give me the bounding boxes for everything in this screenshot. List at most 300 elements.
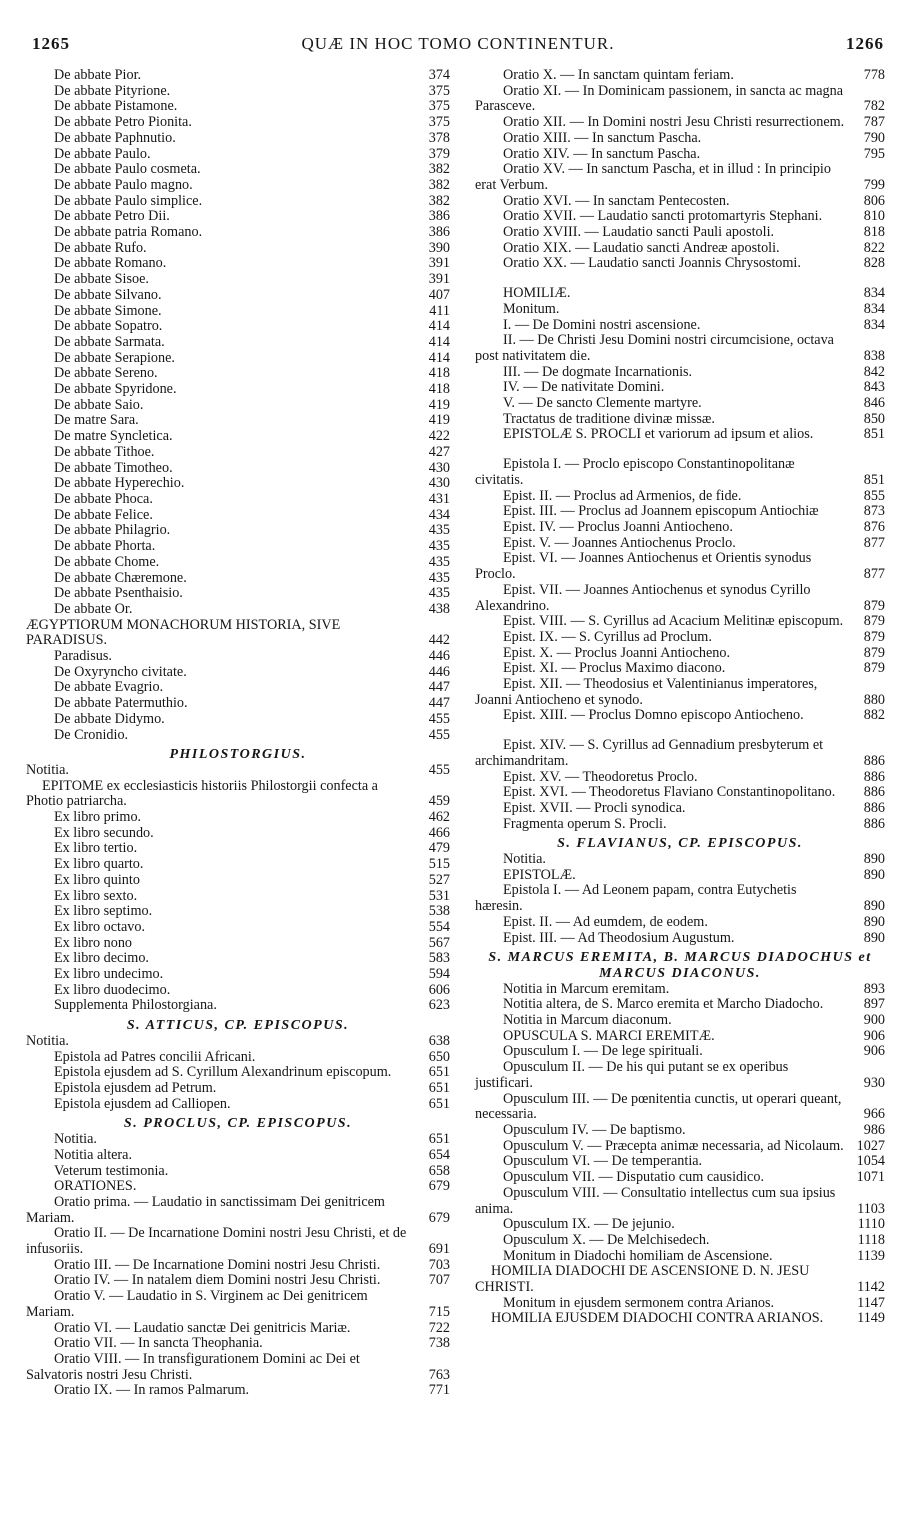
entry-title: Ex libro octavo. bbox=[54, 918, 146, 935]
toc-entry bbox=[26, 998, 450, 1014]
toc-entry bbox=[26, 288, 450, 304]
toc-entry bbox=[26, 649, 450, 665]
toc-entry bbox=[26, 983, 450, 999]
toc-entry bbox=[26, 539, 450, 555]
entry-page-number: 479 bbox=[428, 840, 450, 857]
page-number-left: 1265 bbox=[32, 34, 70, 53]
entry-title: Ex libro nono bbox=[54, 934, 133, 951]
left-column bbox=[26, 68, 450, 1399]
entry-page-number: 897 bbox=[863, 996, 885, 1013]
toc-entry bbox=[475, 817, 885, 833]
entry-title: Ex libro septimo. bbox=[54, 903, 153, 920]
toc-entry bbox=[26, 319, 450, 335]
toc-entry bbox=[26, 492, 450, 508]
toc-entry bbox=[475, 770, 885, 786]
toc-entry bbox=[475, 708, 885, 724]
entry-page-number: 379 bbox=[428, 145, 450, 162]
entry-title: De abbate Saio. bbox=[54, 396, 144, 413]
entry-title: Epist. V. — Joannes Antiochenus Proclo. bbox=[503, 534, 736, 551]
toc-entry bbox=[475, 738, 885, 769]
toc-entry bbox=[26, 1081, 450, 1097]
entry-title: HOMILIA EJUSDEM DIADOCHI CONTRA ARIANOS. bbox=[491, 1310, 824, 1327]
entry-page-number: 886 bbox=[863, 768, 885, 785]
entry-page-number: 738 bbox=[428, 1335, 450, 1352]
toc-entry bbox=[26, 1179, 450, 1195]
toc-entry bbox=[26, 1273, 450, 1289]
toc-entry bbox=[475, 520, 885, 536]
page-header bbox=[32, 34, 884, 58]
entry-title: ÆGYPTIORUM MONACHORUM HISTORIA, SIVE PARADISUS. bbox=[26, 616, 341, 649]
toc-entry bbox=[26, 272, 450, 288]
entry-page-number: 879 bbox=[863, 660, 885, 677]
entry-page-number: 1139 bbox=[857, 1247, 885, 1264]
toc-entry bbox=[26, 131, 450, 147]
toc-entry bbox=[26, 728, 450, 744]
entry-page-number: 890 bbox=[863, 851, 885, 868]
toc-entry bbox=[26, 1148, 450, 1164]
entry-page-number: 906 bbox=[863, 1027, 885, 1044]
entry-page-number: 594 bbox=[428, 966, 450, 983]
toc-entry bbox=[26, 461, 450, 477]
toc-entry bbox=[475, 333, 885, 364]
entry-title: Opusculum IV. — De baptismo. bbox=[503, 1122, 686, 1138]
entry-page-number: 606 bbox=[428, 981, 450, 998]
toc-entry bbox=[475, 256, 885, 272]
entry-page-number: 455 bbox=[428, 710, 450, 727]
entry-title: Opusculum IX. — De jejunio. bbox=[503, 1216, 675, 1233]
entry-page-number: 382 bbox=[428, 176, 450, 193]
entry-page-number: 855 bbox=[863, 487, 885, 504]
entry-page-number: 411 bbox=[429, 302, 450, 319]
entry-title: Epist. IV. — Proclus Joanni Antiocheno. bbox=[503, 518, 733, 535]
entry-title: Epist. VI. — Joannes Antiochenus et Orientis synodus Proclo. bbox=[475, 550, 812, 583]
toc-entry bbox=[26, 1352, 450, 1383]
toc-entry bbox=[26, 115, 450, 131]
entry-title: Oratio V. — Laudatio in S. Virginem ac Dei genitricem Mariam. bbox=[26, 1288, 368, 1320]
entry-title: Paradisus. bbox=[54, 648, 112, 665]
entry-title: De abbate Romano. bbox=[54, 255, 167, 272]
entry-title: Ex libro duodecimo. bbox=[54, 981, 171, 998]
entry-page-number: 430 bbox=[428, 459, 450, 476]
toc-entry bbox=[26, 1321, 450, 1337]
section-heading: S. MARCUS EREMITA, B. MARCUS DIADOCHUS et MARCUS DIACONUS. bbox=[488, 950, 872, 981]
toc-entry bbox=[26, 476, 450, 492]
entry-page-number: 799 bbox=[863, 176, 885, 193]
entry-title: De abbate Pior. bbox=[54, 67, 142, 83]
entry-page-number: 1147 bbox=[857, 1294, 885, 1311]
entry-title: Epist. XI. — Proclus Maximo diacono. bbox=[503, 660, 726, 677]
toc-entry bbox=[475, 396, 885, 412]
entry-title: Oratio XVI. — In sanctam Pentecosten. bbox=[503, 192, 730, 209]
toc-entry bbox=[26, 445, 450, 461]
toc-entry bbox=[475, 536, 885, 552]
entry-title: De abbate Chome. bbox=[54, 553, 160, 570]
entry-page-number: 782 bbox=[863, 98, 885, 115]
entry-page-number: 567 bbox=[428, 934, 450, 951]
entry-page-number: 834 bbox=[863, 316, 885, 333]
toc-entry bbox=[475, 1139, 885, 1155]
entry-title: De abbate Paulo simplice. bbox=[54, 192, 203, 209]
entry-title: III. — De dogmate Incarnationis. bbox=[503, 363, 693, 380]
entry-title: De abbate Sisoe. bbox=[54, 271, 149, 288]
entry-page-number: 1071 bbox=[856, 1169, 885, 1186]
entry-title: Tractatus de traditione divinæ missæ. bbox=[503, 410, 715, 427]
toc-entry bbox=[475, 1029, 885, 1045]
entry-title: Ex libro undecimo. bbox=[54, 966, 164, 983]
entry-title: Opusculum X. — De Melchisedech. bbox=[503, 1231, 710, 1248]
entry-page-number: 890 bbox=[863, 898, 885, 915]
entry-title: I. — De Domini nostri ascensione. bbox=[503, 316, 701, 333]
entry-title: Ex libro sexto. bbox=[54, 887, 138, 904]
entry-page-number: 375 bbox=[428, 98, 450, 115]
entry-title: De abbate Tithoe. bbox=[54, 443, 155, 460]
entry-page-number: 879 bbox=[863, 644, 885, 661]
entry-title: V. — De sancto Clemente martyre. bbox=[503, 395, 702, 412]
entry-title: De abbate Petro Dii. bbox=[54, 208, 170, 225]
entry-page-number: 375 bbox=[428, 114, 450, 131]
entry-title: De abbate Sopatro. bbox=[54, 318, 163, 335]
toc-entry bbox=[26, 665, 450, 681]
entry-title: Opusculum VII. — Disputatio cum causidico. bbox=[503, 1169, 764, 1186]
toc-entry bbox=[475, 997, 885, 1013]
entry-title: Epistola ejusdem ad Petrum. bbox=[54, 1080, 217, 1096]
entry-title: Oratio XI. — In Dominicam passionem, in sancta ac magna Parasceve. bbox=[475, 82, 844, 115]
entry-title: De abbate Paulo cosmeta. bbox=[54, 161, 201, 178]
toc-entry bbox=[26, 178, 450, 194]
toc-entry bbox=[475, 412, 885, 428]
entry-page-number: 873 bbox=[863, 503, 885, 520]
entry-title: Monitum in Diadochi homiliam de Ascensione. bbox=[503, 1247, 773, 1264]
toc-entry bbox=[26, 1195, 450, 1226]
entry-title: Oratio prima. — Laudatio in sanctissimam Dei genitricem Mariam. bbox=[26, 1193, 385, 1226]
entry-page-number: 414 bbox=[428, 318, 450, 335]
entry-page-number: 390 bbox=[428, 239, 450, 256]
entry-page-number: 462 bbox=[428, 809, 450, 826]
entry-title: Ex libro quarto. bbox=[54, 856, 144, 873]
entry-title: De abbate Felice. bbox=[54, 506, 153, 523]
toc-entry bbox=[475, 194, 885, 210]
toc-entry bbox=[475, 115, 885, 131]
entry-page-number: 851 bbox=[863, 426, 885, 443]
entry-title: Epistola I. — Ad Leonem papam, contra Eutychetis hæresin. bbox=[475, 882, 797, 915]
entry-page-number: 434 bbox=[428, 506, 450, 523]
entry-page-number: 842 bbox=[863, 363, 885, 380]
entry-page-number: 818 bbox=[863, 224, 885, 241]
toc-entry bbox=[475, 1013, 885, 1029]
entry-page-number: 554 bbox=[428, 918, 450, 935]
entry-page-number: 414 bbox=[428, 333, 450, 350]
entry-title: Opusculum VIII. — Consultatio intellectus cum sua ipsius anima. bbox=[475, 1184, 836, 1217]
entry-page-number: 447 bbox=[428, 695, 450, 712]
entry-page-number: 930 bbox=[863, 1074, 885, 1091]
entry-title: De abbate Sarmata. bbox=[54, 333, 165, 350]
entry-page-number: 790 bbox=[863, 129, 885, 146]
entry-page-number: 879 bbox=[863, 613, 885, 630]
toc-entry bbox=[26, 351, 450, 367]
toc-entry bbox=[26, 586, 450, 602]
toc-entry bbox=[475, 489, 885, 505]
entry-page-number: 1149 bbox=[857, 1310, 885, 1327]
entry-page-number: 527 bbox=[428, 871, 450, 888]
entry-title: Epist. X. — Proclus Joanni Antiocheno. bbox=[503, 644, 730, 661]
toc-entry bbox=[26, 826, 450, 842]
entry-page-number: 893 bbox=[863, 980, 885, 997]
entry-page-number: 418 bbox=[428, 365, 450, 382]
toc-entry bbox=[26, 304, 450, 320]
toc-entry bbox=[26, 1258, 450, 1274]
entry-title: Veterum testimonia. bbox=[54, 1162, 169, 1179]
toc-entry bbox=[475, 1311, 885, 1327]
toc-entry bbox=[26, 225, 450, 241]
entry-page-number: 876 bbox=[863, 518, 885, 535]
toc-entry bbox=[475, 801, 885, 817]
entry-page-number: 890 bbox=[863, 929, 885, 946]
toc-entry bbox=[475, 1092, 885, 1123]
toc-entry bbox=[475, 302, 885, 318]
entry-page-number: 455 bbox=[428, 726, 450, 743]
entry-page-number: 877 bbox=[863, 534, 885, 551]
entry-title: Notitia. bbox=[54, 1131, 97, 1148]
toc-entry bbox=[26, 429, 450, 445]
entry-page-number: 834 bbox=[863, 300, 885, 317]
entry-page-number: 846 bbox=[863, 395, 885, 412]
entry-page-number: 651 bbox=[428, 1080, 450, 1096]
toc-entry bbox=[26, 1132, 450, 1148]
entry-title: Epistola ejusdem ad S. Cyrillum Alexandrinum episcopum. bbox=[54, 1064, 392, 1081]
entry-page-number: 886 bbox=[863, 784, 885, 801]
entry-page-number: 375 bbox=[428, 82, 450, 99]
entry-page-number: 658 bbox=[428, 1162, 450, 1179]
toc-entry bbox=[475, 551, 885, 582]
entry-title: Epistola I. — Proclo episcopo Constantinopolitanæ civitatis. bbox=[475, 456, 795, 488]
section-heading: S. ATTICUS, CP. EPISCOPUS. bbox=[126, 1018, 350, 1034]
entry-title: Fragmenta operum S. Procli. bbox=[503, 815, 667, 832]
entry-page-number: 851 bbox=[863, 471, 885, 488]
entry-page-number: 531 bbox=[428, 887, 450, 904]
entry-page-number: 850 bbox=[863, 410, 885, 427]
entry-page-number: 654 bbox=[428, 1146, 450, 1163]
entry-title: Ex libro quinto bbox=[54, 871, 140, 888]
entry-page-number: 447 bbox=[428, 679, 450, 696]
entry-page-number: 422 bbox=[428, 428, 450, 445]
entry-title: HOMILIÆ. bbox=[503, 285, 571, 302]
entry-page-number: 703 bbox=[428, 1256, 450, 1273]
entry-title: Epist. II. — Proclus ad Armenios, de fide. bbox=[503, 487, 742, 504]
entry-title: Opusculum VI. — De temperantia. bbox=[503, 1153, 703, 1170]
toc-entry bbox=[26, 1289, 450, 1320]
entry-page-number: 1110 bbox=[857, 1216, 885, 1233]
entry-page-number: 879 bbox=[863, 628, 885, 645]
entry-title: Notitia. bbox=[26, 1032, 69, 1049]
entry-page-number: 386 bbox=[428, 224, 450, 241]
right-column bbox=[475, 68, 885, 1327]
entry-title: De abbate Phoca. bbox=[54, 490, 153, 507]
entry-title: De Oxyryncho civitate. bbox=[54, 663, 187, 680]
entry-page-number: 679 bbox=[428, 1209, 450, 1226]
entry-page-number: 515 bbox=[428, 856, 450, 873]
toc-entry bbox=[475, 661, 885, 677]
page-number-right: 1266 bbox=[846, 34, 884, 53]
entry-title: De abbate Phorta. bbox=[54, 538, 156, 555]
section-heading: S. FLAVIANUS, CP. EPISCOPUS. bbox=[557, 836, 803, 852]
entry-title: De abbate Philagrio. bbox=[54, 522, 171, 539]
toc-entry bbox=[26, 84, 450, 100]
toc-entry bbox=[475, 457, 885, 488]
entry-title: Notitia altera, de S. Marco eremita et Marcho Diadocho. bbox=[503, 996, 824, 1013]
entry-page-number: 378 bbox=[428, 129, 450, 146]
entry-title: Oratio XIV. — In sanctum Pascha. bbox=[503, 145, 701, 162]
entry-page-number: 386 bbox=[428, 208, 450, 225]
entry-title: Oratio XVIII. — Laudatio sancti Pauli apostoli. bbox=[503, 224, 775, 241]
entry-page-number: 435 bbox=[428, 538, 450, 555]
toc-entry bbox=[475, 1154, 885, 1170]
toc-entry bbox=[475, 1264, 885, 1295]
toc-entry bbox=[26, 1065, 450, 1081]
toc-entry bbox=[475, 982, 885, 998]
entry-title: De abbate Chæremone. bbox=[54, 569, 187, 586]
entry-title: Ex libro secundo. bbox=[54, 824, 154, 841]
entry-title: Epist. III. — Proclus ad Joannem episcopum Antiochiæ bbox=[503, 503, 819, 520]
toc-entry bbox=[26, 602, 450, 618]
toc-entry bbox=[26, 810, 450, 826]
entry-title: De abbate patria Romano. bbox=[54, 224, 203, 241]
entry-page-number: 446 bbox=[428, 663, 450, 680]
entry-page-number: 806 bbox=[863, 192, 885, 209]
toc-entry bbox=[26, 571, 450, 587]
entry-page-number: 877 bbox=[863, 566, 885, 583]
entry-title: Oratio XIII. — In sanctum Pascha. bbox=[503, 129, 702, 146]
entry-title: De abbate Paulo magno. bbox=[54, 176, 193, 193]
entry-title: De matre Syncletica. bbox=[54, 428, 173, 445]
entry-title: Opusculum III. — De pœnitentia cunctis, ut operari queant, necessaria. bbox=[475, 1090, 842, 1123]
toc-entry bbox=[26, 857, 450, 873]
entry-page-number: 886 bbox=[863, 752, 885, 769]
toc-entry bbox=[475, 1123, 885, 1139]
toc-entry bbox=[26, 951, 450, 967]
entry-title: De abbate Paulo. bbox=[54, 145, 151, 162]
toc-entry bbox=[475, 380, 885, 396]
entry-page-number: 455 bbox=[428, 761, 450, 778]
toc-entry bbox=[26, 194, 450, 210]
entry-title: Oratio XV. — In sanctum Pascha, et in illud : In principio erat Verbum. bbox=[475, 161, 831, 193]
entry-page-number: 722 bbox=[428, 1319, 450, 1336]
toc-entry bbox=[26, 904, 450, 920]
entry-page-number: 810 bbox=[863, 208, 885, 225]
entry-title: Monitum. bbox=[503, 300, 560, 317]
entry-page-number: 900 bbox=[863, 1012, 885, 1029]
entry-page-number: 435 bbox=[428, 585, 450, 602]
entry-page-number: 435 bbox=[428, 553, 450, 570]
entry-title: Oratio IX. — In ramos Palmarum. bbox=[54, 1382, 250, 1399]
toc-entry bbox=[26, 147, 450, 163]
entry-title: Epist. XII. — Theodosius et Valentinianus imperatores, Joanni Antiocheno et synodo. bbox=[475, 676, 818, 708]
entry-page-number: 427 bbox=[428, 443, 450, 460]
entry-title: Oratio XX. — Laudatio sancti Joannis Chrysostomi. bbox=[503, 255, 801, 272]
entry-page-number: 623 bbox=[428, 997, 450, 1014]
entry-page-number: 431 bbox=[428, 490, 450, 507]
toc-entry bbox=[26, 618, 450, 649]
entry-title: Notitia. bbox=[503, 851, 546, 868]
entry-page-number: 691 bbox=[428, 1241, 450, 1258]
toc-entry bbox=[26, 696, 450, 712]
entry-title: Ex libro primo. bbox=[54, 809, 142, 826]
entry-title: EPISTOLÆ S. PROCLI et variorum ad ipsum et alios. bbox=[503, 426, 814, 443]
toc-entry bbox=[26, 366, 450, 382]
toc-entry bbox=[26, 1050, 450, 1066]
entry-title: IV. — De nativitate Domini. bbox=[503, 379, 665, 396]
entry-title: De abbate Silvano. bbox=[54, 286, 162, 303]
entry-title: De abbate Simone. bbox=[54, 302, 162, 319]
entry-title: Notitia. bbox=[26, 761, 69, 778]
toc-entry bbox=[475, 68, 885, 84]
entry-page-number: 435 bbox=[428, 522, 450, 539]
entry-page-number: 886 bbox=[863, 815, 885, 832]
toc-entry bbox=[475, 84, 885, 115]
toc-entry bbox=[475, 241, 885, 257]
entry-title: ORATIONES. bbox=[54, 1178, 137, 1195]
entry-page-number: 778 bbox=[863, 67, 885, 83]
entry-title: Ex libro decimo. bbox=[54, 950, 149, 967]
entry-title: Oratio II. — De Incarnatione Domini nostri Jesu Christi, et de infusoriis. bbox=[26, 1225, 407, 1258]
toc-entry bbox=[475, 365, 885, 381]
entry-title: Oratio XIX. — Laudatio sancti Andreæ apostoli. bbox=[503, 239, 780, 256]
toc-entry bbox=[26, 873, 450, 889]
toc-entry bbox=[475, 883, 885, 914]
entry-title: Epist. XVI. — Theodoretus Flaviano Constantinopolitano. bbox=[503, 784, 836, 801]
toc-entry bbox=[475, 614, 885, 630]
entry-title: Oratio X. — In sanctam quintam feriam. bbox=[503, 67, 734, 83]
toc-entry bbox=[26, 680, 450, 696]
toc-entry bbox=[475, 852, 885, 868]
entry-title: Epist. XIV. — S. Cyrillus ad Gennadium presbyterum et archimandritam. bbox=[475, 737, 824, 769]
entry-title: De abbate Didymo. bbox=[54, 710, 165, 727]
entry-page-number: 419 bbox=[428, 396, 450, 413]
toc-entry bbox=[475, 209, 885, 225]
entry-page-number: 407 bbox=[428, 286, 450, 303]
toc-entry bbox=[475, 131, 885, 147]
entry-title: Notitia in Marcum diaconum. bbox=[503, 1012, 672, 1029]
entry-page-number: 886 bbox=[863, 799, 885, 816]
section-heading: S. PROCLUS, CP. EPISCOPUS. bbox=[123, 1116, 353, 1132]
toc-entry bbox=[26, 413, 450, 429]
toc-entry bbox=[475, 162, 885, 193]
toc-entry bbox=[475, 147, 885, 163]
entry-page-number: 1142 bbox=[857, 1279, 885, 1296]
entry-page-number: 651 bbox=[428, 1064, 450, 1081]
entry-page-number: 391 bbox=[428, 271, 450, 288]
toc-entry bbox=[26, 841, 450, 857]
entry-page-number: 466 bbox=[428, 824, 450, 841]
toc-entry bbox=[475, 286, 885, 302]
entry-title: De abbate Evagrio. bbox=[54, 679, 164, 696]
entry-page-number: 1027 bbox=[856, 1137, 885, 1154]
entry-title: De abbate Psenthaisio. bbox=[54, 585, 183, 602]
entry-title: Ex libro tertio. bbox=[54, 840, 138, 857]
entry-page-number: 583 bbox=[428, 950, 450, 967]
entry-title: Supplementa Philostorgiana. bbox=[54, 997, 217, 1014]
toc-entry bbox=[475, 630, 885, 646]
entry-page-number: 822 bbox=[863, 239, 885, 256]
entry-title: Epist. II. — Ad eumdem, de eodem. bbox=[503, 913, 708, 930]
toc-entry bbox=[26, 1097, 450, 1113]
entry-page-number: 679 bbox=[428, 1178, 450, 1195]
entry-title: Epistola ad Patres concilii Africani. bbox=[54, 1048, 256, 1065]
toc-entry bbox=[26, 1383, 450, 1399]
entry-title: De Cronidio. bbox=[54, 726, 129, 743]
toc-entry bbox=[475, 646, 885, 662]
entry-page-number: 787 bbox=[863, 114, 885, 131]
entry-page-number: 638 bbox=[428, 1032, 450, 1049]
